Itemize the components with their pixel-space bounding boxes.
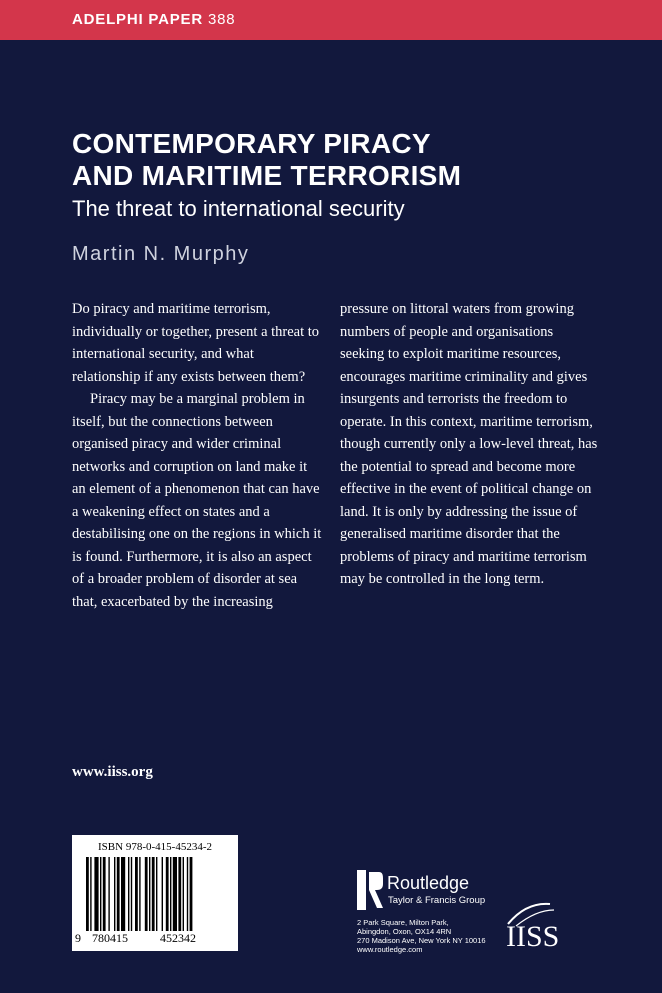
blurb-paragraph-2-continued: pressure on littoral waters from growing numbers of people and organisations seeking to exploit maritime resources, encourages maritime criminality and gives insurgents and terrorists the freedom to operate. In this context, maritime terrorism, though currently only a low-level threat, has the potential to spread and become more effective in the event of political change on land. It is only by addressing the issue of generalised maritime disorder that the problems of piracy and maritime terrorism may be controlled in the long term. xyxy=(340,301,598,587)
blurb-paragraph-2: Piracy may be a marginal problem in itself, but the connections between organised piracy and wider criminal networks and corruption on land make it an element of a phenomenon that can have a weakening effect on states and a destabilising one on the regions in which it is found. Furthermore, it is also an aspect of a broader problem of disorder at sea that, exacerbated by the increasing xyxy=(72,391,322,610)
barcode-digit-lead: 9 xyxy=(75,931,81,945)
title-line-2: AND MARITIME TERRORISM xyxy=(72,160,462,191)
publisher-name: Routledge xyxy=(387,873,470,893)
iiss-logo xyxy=(506,898,596,953)
blurb-paragraph-1: Do piracy and maritime terrorism, individually or together, present a threat to international security, and what relationship if any exists between them? xyxy=(72,301,320,385)
barcode-digits-group-1: 780415 xyxy=(92,931,128,945)
isbn-barcode xyxy=(72,835,238,951)
publisher-group: Taylor & Francis Group xyxy=(388,895,486,906)
address-line: 270 Madison Ave, New York NY 10016 xyxy=(357,936,486,945)
series-label xyxy=(72,11,235,28)
barcode-bars xyxy=(82,857,232,931)
series-number: 388 xyxy=(202,11,236,28)
series-name: ADELPHI PAPER xyxy=(72,11,203,28)
publisher-address xyxy=(357,918,486,954)
book-subtitle: The threat to international security xyxy=(72,196,405,221)
blurb-right-column xyxy=(340,298,600,591)
isbn-number: ISBN 978-0-415-45234-2 xyxy=(98,841,212,853)
publisher-website: www.routledge.com xyxy=(357,945,423,954)
iiss-wordmark: IISS xyxy=(506,920,560,953)
routledge-r-icon xyxy=(357,870,383,910)
website-link[interactable]: www.iiss.org xyxy=(72,764,153,780)
book-title xyxy=(72,128,632,192)
title-line-1: CONTEMPORARY PIRACY xyxy=(72,128,431,159)
address-line: Abingdon, Oxon, OX14 4RN xyxy=(357,927,452,936)
author-name: Martin N. Murphy xyxy=(72,243,250,265)
barcode-digits-group-2: 452342 xyxy=(160,931,196,945)
address-line: 2 Park Square, Milton Park, xyxy=(357,918,449,927)
blurb-left-column xyxy=(72,298,322,613)
